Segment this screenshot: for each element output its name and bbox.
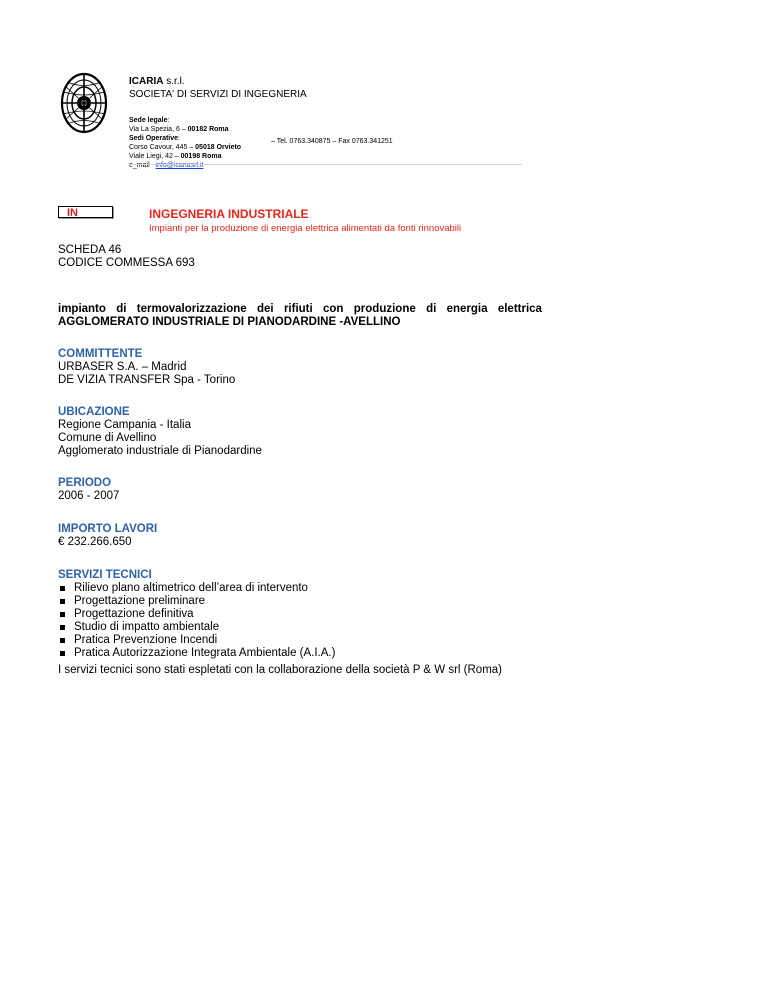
project-word: di xyxy=(116,303,127,315)
sede-legale-label: Sede legale xyxy=(129,117,168,124)
company-suffix: s.r.l. xyxy=(166,76,185,87)
importo-block xyxy=(58,523,157,549)
sede-roma-street: Viale Liegi, 42 – xyxy=(129,153,179,160)
sede-legale-street: Via La Spezia, 6 – xyxy=(129,126,186,133)
section-title: INGEGNERIA INDUSTRIALE xyxy=(149,207,309,221)
contact-phone-fax: – Tel. 0763.340875 – Fax 0763.341251 xyxy=(271,138,393,145)
committente-block xyxy=(58,348,235,387)
importo-value: € 232.266.650 xyxy=(58,536,132,548)
project-word: termovalorizzazione xyxy=(136,303,247,315)
company-name: ICARIA xyxy=(129,76,164,87)
header-divider xyxy=(129,164,522,165)
ubicazione-block xyxy=(58,406,262,458)
company-title xyxy=(129,75,307,88)
project-word: dei xyxy=(257,303,274,315)
committente-heading: COMMITTENTE xyxy=(58,348,143,360)
servizi-item: Rilievo plano altimetrico dell’area di intervento xyxy=(58,582,335,595)
periodo-value: 2006 - 2007 xyxy=(58,490,120,502)
ubicazione-line: Agglomerato industriale di Pianodardine xyxy=(58,445,262,457)
project-word: di xyxy=(426,303,437,315)
company-header xyxy=(129,75,307,101)
company-address-block: Sede legale: Via La Spezia, 6 – 00182 Roma Sedi Operative: Corso Cavour, 445 – 05018 Orvieto Viale Liegi, 42 – 00198 Roma e_mail info@icariasrl.it xyxy=(129,117,242,169)
committente-line: DE VIZIA TRANSFER Spa - Torino xyxy=(58,374,236,386)
servizi-block xyxy=(58,569,335,660)
sede-legale-city: 00182 Roma xyxy=(187,126,229,133)
servizi-item: Progettazione preliminare xyxy=(58,595,335,608)
ubicazione-line: Regione Campania - Italia xyxy=(58,419,191,431)
project-location: AGGLOMERATO INDUSTRIALE DI PIANODARDINE -AVELLINO xyxy=(58,316,401,328)
sedi-operative-label: Sedi Operative xyxy=(129,135,179,142)
company-description: SOCIETA' DI SERVIZI DI INGEGNERIA xyxy=(129,89,307,100)
project-word: impianto xyxy=(58,303,106,315)
servizi-heading: SERVIZI TECNICI xyxy=(58,569,152,581)
servizi-item: Pratica Prevenzione Incendi xyxy=(58,634,335,647)
project-title xyxy=(58,303,542,329)
committente-line: URBASER S.A. – Madrid xyxy=(58,361,187,373)
sede-roma-city: 00198 Roma xyxy=(180,153,222,160)
collaboration-note: I servizi tecnici sono stati espletati con la collaborazione della società P & W srl (Roma) xyxy=(58,664,503,676)
periodo-heading: PERIODO xyxy=(58,477,112,489)
servizi-list xyxy=(58,582,335,660)
section-code-badge: IN xyxy=(58,206,113,218)
email-link[interactable]: info@icariasrl.it xyxy=(155,162,204,169)
project-word: rifiuti xyxy=(283,303,313,315)
ubicazione-line: Comune di Avellino xyxy=(58,432,157,444)
project-title-line xyxy=(58,303,542,316)
project-word: produzione xyxy=(353,303,416,315)
servizi-item: Studio di impatto ambientale xyxy=(58,621,335,634)
scheda-number: SCHEDA 46 xyxy=(58,244,122,256)
commessa-code: CODICE COMMESSA 693 xyxy=(58,257,195,269)
sede-orvieto-city: 05018 Orvieto xyxy=(195,144,242,151)
project-word: elettrica xyxy=(497,303,542,315)
servizi-item: Progettazione definitiva xyxy=(58,608,335,621)
project-word: con xyxy=(323,303,344,315)
importo-heading: IMPORTO LAVORI xyxy=(58,523,158,535)
servizi-item: Pratica Autorizzazione Integrata Ambientale (A.I.A.) xyxy=(58,647,335,660)
email-label: e_mail xyxy=(129,162,150,169)
scheda-block xyxy=(58,244,195,270)
ubicazione-heading: UBICAZIONE xyxy=(58,406,130,418)
periodo-block xyxy=(58,477,119,503)
sede-orvieto-street: Corso Cavour, 445 – xyxy=(129,144,194,151)
section-subtitle: Impianti per la produzione di energia elettrica alimentati da fonti rinnovabili xyxy=(149,223,462,234)
project-word: energia xyxy=(446,303,488,315)
company-logo-icon xyxy=(60,72,108,134)
